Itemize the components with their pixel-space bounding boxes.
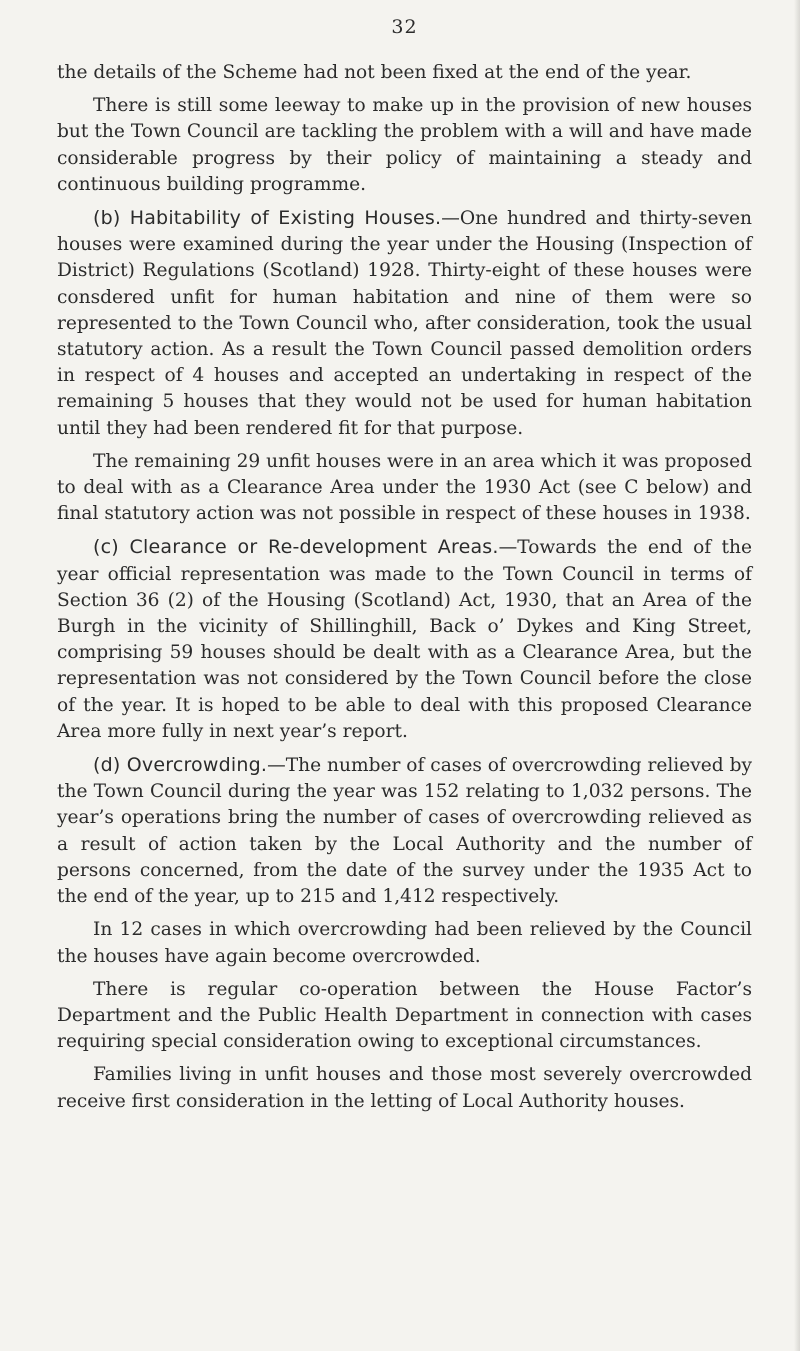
page-edge-shadow (794, 0, 800, 1351)
paragraph-text: Families living in unfit houses and those most severely overcrowded receive first consideration in the letting of Local Authority houses. (57, 1064, 752, 1112)
paragraph-text: —The number of cases of overcrowding relieved by the Town Council during the year was 152 relating to 1,032 persons. The year’s operations bring the number of cases of overcrowding relieved as a result of action taken by the Local Authority and the number of persons concerned, from the date of the survey under the 1935 Act to the end of the year, up to 215 and 1,412 respectively. (57, 755, 752, 908)
paragraph-text: There is regular co-operation between the House Factor’s Department and the Public Health Department in connection with cases requiring special consideration owing to exceptional circumstances. (57, 978, 752, 1053)
section-habitability (57, 205, 752, 442)
section-overcrowding (57, 752, 752, 910)
page-number: 32 (391, 16, 418, 38)
paragraph-text: There is still some leeway to make up in the provision of new houses but the Town Council are tackling the problem with a will and have made considerable progress by their policy of maintaining a steady and continuous building programme. (57, 95, 752, 195)
paragraph-text: —Towards the end of the year official representation was made to the Town Council in terms of Section 36 (2) of the Housing (Scotland) Act, 1930, that an Area of the Burgh in the vicinity of Shillinghill, Back o’ Dykes and King Street, comprising 59 houses should be dealt with as a Clearance Area, but the representation was not considered by the Town Council before the close of the year. It is hoped to be able to deal with this proposed Clearance Area more fully in next year’s report. (57, 537, 752, 742)
paragraph-cooperation (57, 977, 752, 1056)
paragraph-continuation (57, 60, 752, 86)
section-heading: (d) Overcrowding. (93, 754, 268, 777)
paragraph-leeway (57, 93, 752, 198)
paragraph-text: —One hundred and thirty-seven houses were examined during the year under the Housing (Inspection of District) Regulations (Scotland) 1928. Thirty-eight of these houses were consdered unfit for human habitation and nine of them were so represented to the Town Council who, after consideration, took the usual statutory action. As a result the Town Council passed demolition orders in respect of 4 houses and accepted an undertaking in respect of the remaining 5 houses that they would not be used for human habitation until they had been rendered fit for that purpose. (57, 208, 752, 439)
section-heading: (b) Habitability of Existing Houses. (93, 207, 442, 230)
section-clearance (57, 534, 752, 745)
paragraph-text: The remaining 29 unfit houses were in an area which it was proposed to deal with as a Clearance Area under the 1930 Act (see C below) and final statutory action was not possible in respect of these houses in 1938. (57, 450, 752, 525)
paragraph-text: the details of the Scheme had not been fixed at the end of the year. (57, 62, 692, 83)
section-heading: (c) Clearance or Re-development Areas. (93, 536, 499, 559)
paragraph-text: In 12 cases in which overcrowding had been relieved by the Council the houses have again become overcrowded. (57, 919, 752, 967)
paragraph-unfit-houses (57, 449, 752, 528)
paragraph-recurrence (57, 917, 752, 969)
paragraph-letting (57, 1062, 752, 1114)
